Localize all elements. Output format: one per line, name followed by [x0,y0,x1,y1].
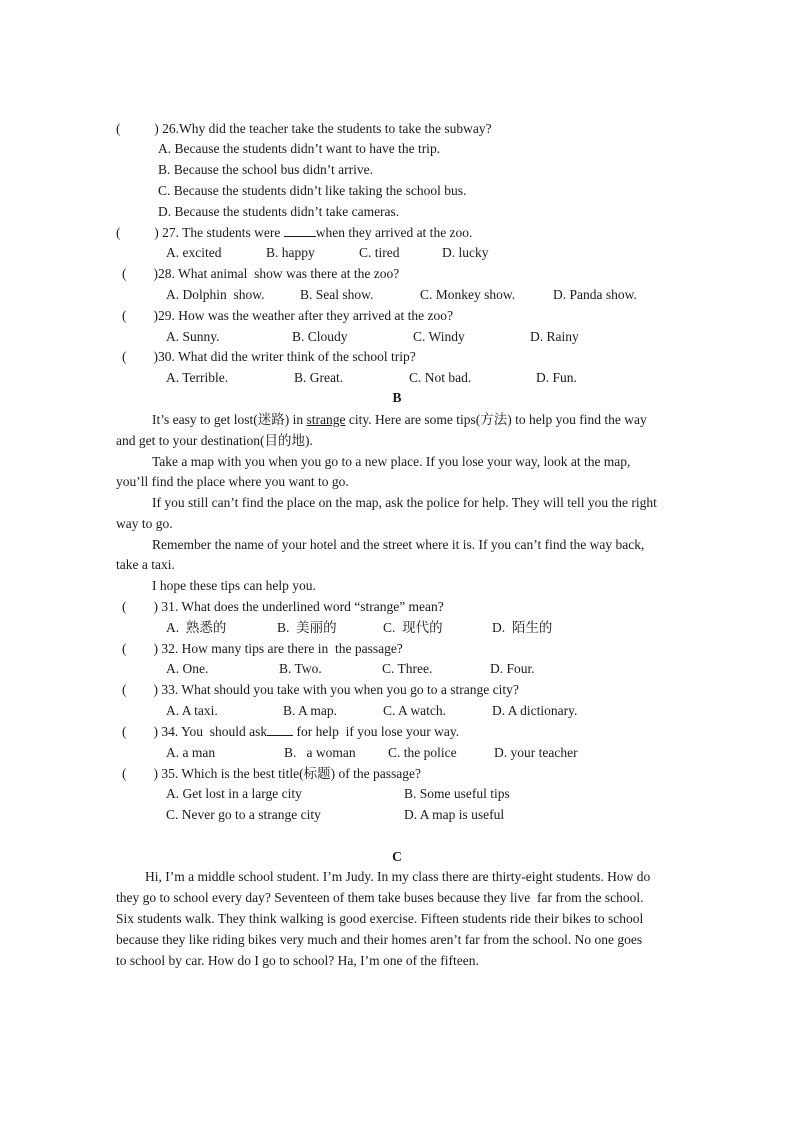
q31-option-b: B. 美丽的 [277,620,337,635]
q31-stem: ( ) 31. What does the underlined word “strange” mean? [122,599,444,614]
q26-option-d: D. Because the students didn’t take cameras. [158,204,400,219]
q30-option-d: D. Fun. [536,370,577,385]
q30-option-b: B. Great. [294,370,344,385]
q33-option-b: B. A map. [283,703,338,718]
q26-stem: ( ) 26.Why did the teacher take the students to take the subway? [116,121,492,136]
q35-stem: ( ) 35. Which is the best title(标题) of the passage? [122,766,421,781]
passage-c-line-3: Six students walk. They think walking is good exercise. Fifteen students ride their bikes to school [116,911,644,926]
section-c-heading: C [392,849,402,864]
q32-option-c: C. Three. [382,661,433,676]
q35-option-a: A. Get lost in a large city [166,786,302,801]
q28-stem: ( )28. What animal show was there at the zoo? [122,266,400,281]
passage-b-line-6: way to go. [116,516,173,531]
q34-option-a: A. a man [166,745,216,760]
q30-option-a: A. Terrible. [166,370,229,385]
q26-option-a: A. Because the students didn’t want to have the trip. [158,141,441,156]
q26-option-b: B. Because the school bus didn’t arrive. [158,162,373,177]
q33-option-c: C. A watch. [383,703,446,718]
q33-option-d: D. A dictionary. [492,703,578,718]
passage-c-line-2: they go to school every day? Seventeen of them take buses because they live far from the school. [116,890,644,905]
q30-option-c: C. Not bad. [409,370,472,385]
q32-option-d: D. Four. [490,661,535,676]
q27-option-a: A. excited [166,245,222,260]
q32-stem: ( ) 32. How many tips are there in the passage? [122,641,403,656]
q28-option-d: D. Panda show. [553,287,637,302]
q29-option-d: D. Rainy [530,329,579,344]
q34-option-d: D. your teacher [494,745,578,760]
q26-option-c: C. Because the students didn’t like taking the school bus. [158,183,467,198]
q34-option-c: C. the police [388,745,457,760]
q29-option-b: B. Cloudy [292,329,348,344]
q28-option-a: A. Dolphin show. [166,287,265,302]
q28-option-c: C. Monkey show. [420,287,516,302]
q35-option-b: B. Some useful tips [404,786,510,801]
passage-b-line-8: take a taxi. [116,557,175,572]
q31-option-d: D. 陌生的 [492,620,553,635]
passage-b-line-2: and get to your destination(目的地). [116,433,313,448]
q35-option-d: D. A map is useful [404,807,505,822]
q35-option-c: C. Never go to a strange city [166,807,321,822]
passage-b-line-4: you’ll find the place where you want to go. [116,474,349,489]
q31-option-c: C. 现代的 [383,620,443,635]
q32-option-b: B. Two. [279,661,322,676]
passage-b-line-7: Remember the name of your hotel and the street where it is. If you can’t find the way back, [152,537,645,552]
passage-b-line-1: It’s easy to get lost(迷路) in strange city. Here are some tips(方法) to help you find the way [152,412,647,427]
q27-option-c: C. tired [359,245,400,260]
passage-c-line-4: because they like riding bikes very much and their homes aren’t far from the school. No one goes [116,932,643,947]
q29-option-a: A. Sunny. [166,329,220,344]
q34-option-b: B. a woman [284,745,356,760]
q27-stem: ( ) 27. The students were when they arrived at the zoo. [116,225,473,240]
q33-stem: ( ) 33. What should you take with you when you go to a strange city? [122,682,519,697]
q29-stem: ( )29. How was the weather after they arrived at the zoo? [122,308,453,323]
passage-c-line-1: Hi, I’m a middle school student. I’m Judy. In my class there are thirty-eight students. How do [145,869,651,884]
q31-option-a: A. 熟悉的 [166,620,227,635]
underlined-word-strange: strange [306,412,346,427]
passage-b-line-3: Take a map with you when you go to a new place. If you lose your way, look at the map, [152,454,631,469]
q32-option-a: A. One. [166,661,209,676]
passage-c-line-5: to school by car. How do I go to school? Ha, I’m one of the fifteen. [116,953,479,968]
q27-option-d: D. lucky [442,245,489,260]
q28-option-b: B. Seal show. [300,287,374,302]
q33-option-a: A. A taxi. [166,703,218,718]
passage-b-line-9: I hope these tips can help you. [152,578,316,593]
passage-b-line-5: If you still can’t find the place on the map, ask the police for help. They will tell you the right [152,495,657,510]
q30-stem: ( )30. What did the writer think of the school trip? [122,349,416,364]
q27-option-b: B. happy [266,245,315,260]
q29-option-c: C. Windy [413,329,465,344]
q34-stem: ( ) 34. You should ask for help if you lose your way. [122,724,460,739]
section-b-heading: B [392,390,402,405]
